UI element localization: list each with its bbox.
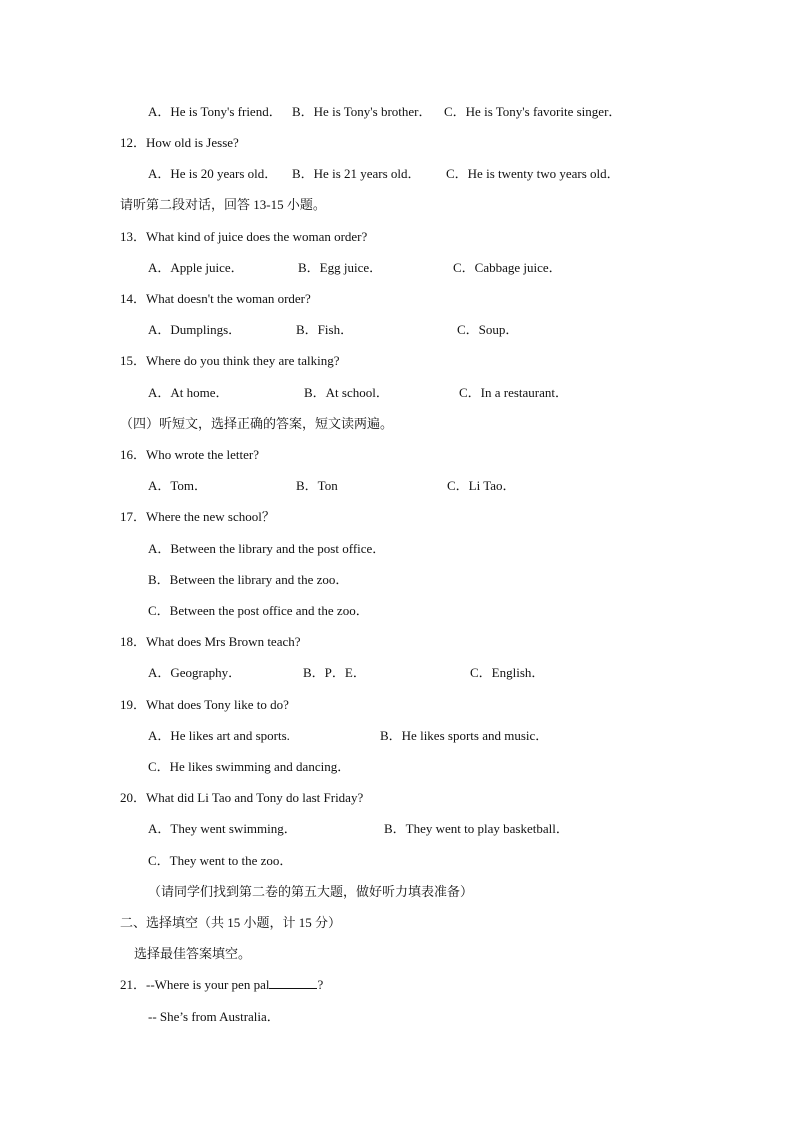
q18-option-c: C．English． [470, 665, 545, 680]
q21-answer-line: -- She’s from Australia． [148, 1009, 280, 1024]
q11-option-a: A．He is Tony's friend． [148, 104, 282, 119]
q19-option-b: B．He likes sports and music． [380, 728, 549, 743]
q11-option-c: C．He is Tony's favorite singer． [444, 104, 622, 119]
q14-option-c: C．Soup． [457, 322, 519, 337]
section-4-heading: （四）听短文，选择正确的答案，短文读两遍。 [120, 416, 394, 431]
q13-stem: 13．What kind of juice does the woman order? [120, 229, 368, 244]
q17-option-c: C．Between the post office and the zoo． [148, 603, 369, 618]
q16-option-b: B．Ton [296, 478, 338, 493]
q14-option-a: A．Dumplings． [148, 322, 242, 337]
part2-instruction: 选择最佳答案填空。 [134, 946, 252, 961]
q16-option-c: C．Li Tao． [447, 478, 516, 493]
q20-stem: 20．What did Li Tao and Tony do last Friday? [120, 790, 364, 805]
q18-stem: 18．What does Mrs Brown teach? [120, 634, 301, 649]
dialog2-instruction: 请听第二段对话，回答 13-15 小题。 [120, 197, 326, 212]
part2-preparation-note: （请同学们找到第二卷的第五大题，做好听力填表准备） [148, 884, 474, 899]
q14-option-b: B．Fish． [296, 322, 354, 337]
part2-title: 二、选择填空（共 15 小题，计 15 分） [120, 915, 342, 930]
q13-option-c: C．Cabbage juice． [453, 260, 562, 275]
q19-option-c: C．He likes swimming and dancing． [148, 759, 351, 774]
q18-option-a: A．Geography． [148, 665, 242, 680]
q13-option-b: B．Egg juice． [298, 260, 383, 275]
q18-option-b: B．P．E． [303, 665, 366, 680]
q15-option-c: C．In a restaurant． [459, 385, 569, 400]
q12-option-b: B．He is 21 years old． [292, 166, 421, 181]
q20-option-c: C．They went to the zoo． [148, 853, 293, 868]
q17-option-a: A．Between the library and the post office． [148, 541, 386, 556]
q13-option-a: A．Apple juice． [148, 260, 244, 275]
q20-option-a: A．They went swimming． [148, 821, 297, 836]
q14-stem: 14．What doesn't the woman order? [120, 291, 311, 306]
q15-option-a: A．At home． [148, 385, 229, 400]
q11-option-b: B．He is Tony's brother． [292, 104, 432, 119]
q21-answer-blank [269, 976, 317, 989]
q19-option-a: A．He likes art and sports. [148, 728, 290, 743]
q21-stem-end: ? [317, 977, 324, 992]
q17-option-b: B．Between the library and the zoo． [148, 572, 349, 587]
q19-stem: 19．What does Tony like to do? [120, 697, 289, 712]
q20-option-b: B．They went to play basketball． [384, 821, 569, 836]
q15-stem: 15．Where do you think they are talking? [120, 353, 340, 368]
q21-stem [120, 976, 323, 994]
q21-stem-text: 21．--Where is your pen pal [120, 977, 270, 992]
q12-option-a: A．He is 20 years old． [148, 166, 278, 181]
q12-stem: 12．How old is Jesse? [120, 135, 239, 150]
q16-option-a: A．Tom． [148, 478, 208, 493]
q16-stem: 16．Who wrote the letter? [120, 447, 259, 462]
q15-option-b: B．At school． [304, 385, 389, 400]
q12-option-c: C．He is twenty two years old． [446, 166, 620, 181]
q17-stem: 17．Where the new school？ [120, 509, 275, 524]
